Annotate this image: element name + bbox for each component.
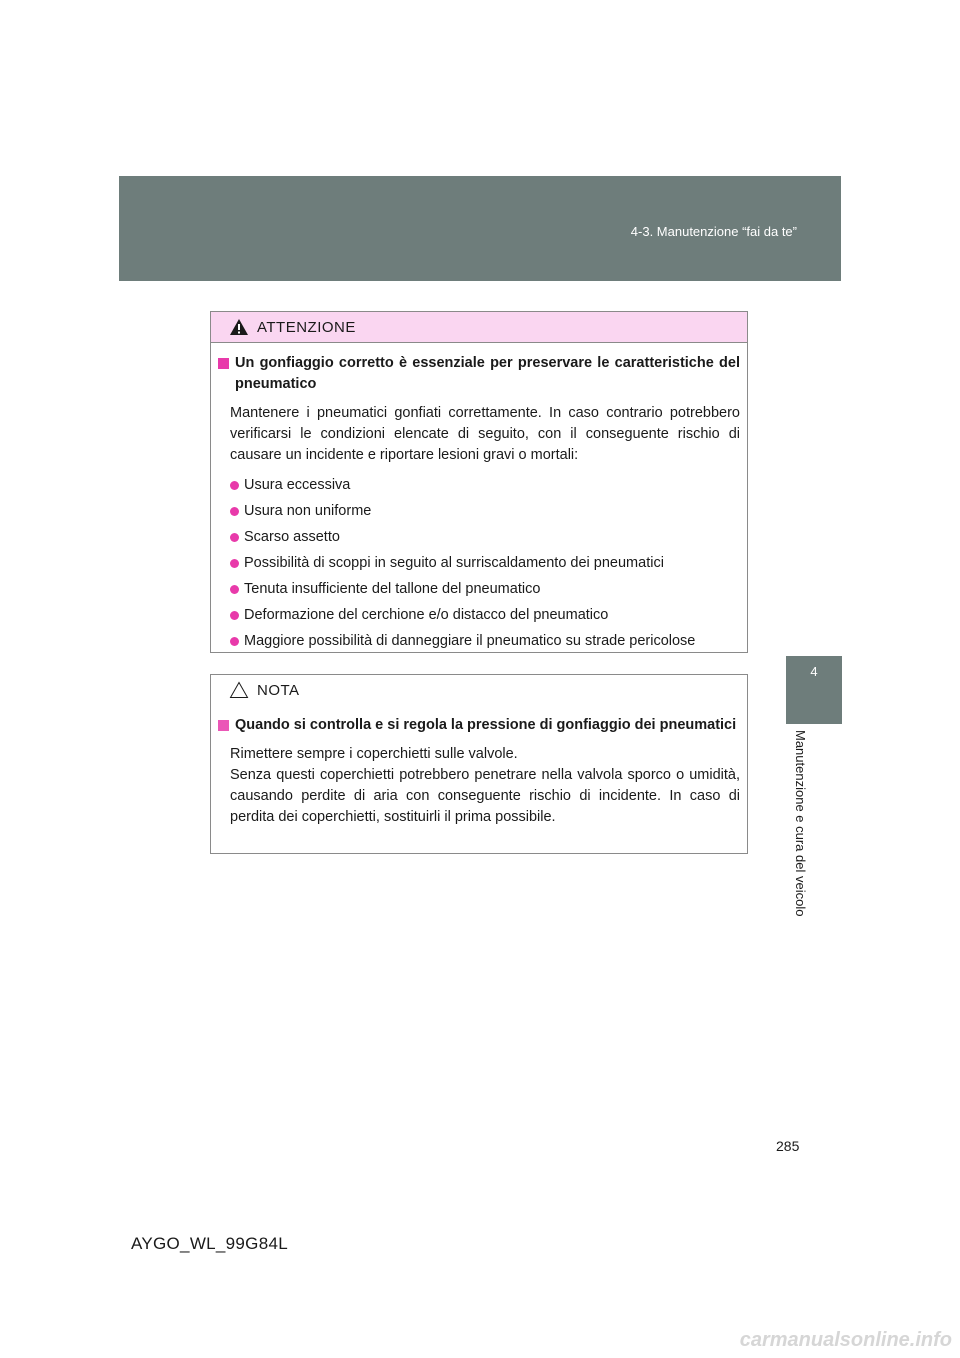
- caution-triangle-icon: [229, 681, 249, 699]
- caution-paragraph: [218, 744, 740, 828]
- chapter-tab: [786, 656, 842, 724]
- caution-line-1: Rimettere sempre i coperchietti sulle valvole.: [230, 746, 518, 762]
- bullet-dot-icon: [230, 585, 239, 594]
- caution-body: [211, 705, 747, 842]
- warning-topic-text: Un gonfiaggio corretto è essenziale per preservare le caratteristiche del pneumatico: [235, 355, 740, 392]
- list-item: Scarso assetto: [230, 524, 740, 550]
- chapter-number: 4: [810, 664, 818, 679]
- warning-header: [211, 312, 747, 343]
- caution-title: NOTA: [257, 681, 300, 699]
- caution-topic-text: Quando si controlla e si regola la pressione di gonfiaggio dei pneumatici: [235, 717, 737, 733]
- caution-box: [210, 674, 748, 854]
- warning-title: ATTENZIONE: [257, 318, 356, 336]
- list-item: Maggiore possibilità di danneggiare il pneumatico su strade pericolose: [230, 628, 740, 654]
- bullet-dot-icon: [230, 637, 239, 646]
- watermark: carmanualsonline.info: [739, 1329, 952, 1351]
- bullet-dot-icon: [230, 481, 239, 490]
- list-item: Tenuta insufficiente del tallone del pneumatico: [230, 576, 740, 602]
- warning-body: [211, 343, 747, 668]
- bullet-dot-icon: [230, 559, 239, 568]
- list-item: Usura eccessiva: [230, 472, 740, 498]
- list-item: Deformazione del cerchione e/o distacco del pneumatico: [230, 602, 740, 628]
- caution-topic: [218, 715, 740, 736]
- document-code: AYGO_WL_99G84L: [131, 1234, 288, 1253]
- section-title: 4-3. Manutenzione “fai da te”: [630, 224, 797, 239]
- warning-topic: [218, 353, 740, 395]
- bullet-dot-icon: [230, 611, 239, 620]
- caution-line-2: Senza questi coperchietti potrebbero penetrare nella valvola sporco o umidità, causando perdite di aria con conseguente rischio di incidente. In caso di perdita dei coperchietti, sostituirli il prima possibile.: [230, 767, 740, 825]
- square-bullet-icon: [218, 358, 229, 369]
- bullet-dot-icon: [230, 533, 239, 542]
- caution-header: [211, 675, 747, 705]
- warning-box: [210, 311, 748, 653]
- square-bullet-icon: [218, 720, 229, 731]
- bullet-dot-icon: [230, 507, 239, 516]
- list-item: Usura non uniforme: [230, 498, 740, 524]
- warning-paragraph: Mantenere i pneumatici gonfiati correttamente. In caso contrario potrebbero verificarsi le condizioni elencate di seguito, con il conseguente rischio di causare un incidente e riportare lesioni gravi o mortali:: [230, 405, 740, 463]
- header-band: [119, 176, 841, 281]
- list-item: Possibilità di scoppi in seguito al surriscaldamento dei pneumatici: [230, 550, 740, 576]
- page-number: 285: [776, 1138, 800, 1154]
- warning-triangle-icon: [229, 318, 249, 336]
- chapter-label: Manutenzione e cura del veicolo: [793, 730, 808, 917]
- warning-bullet-list: [218, 472, 740, 654]
